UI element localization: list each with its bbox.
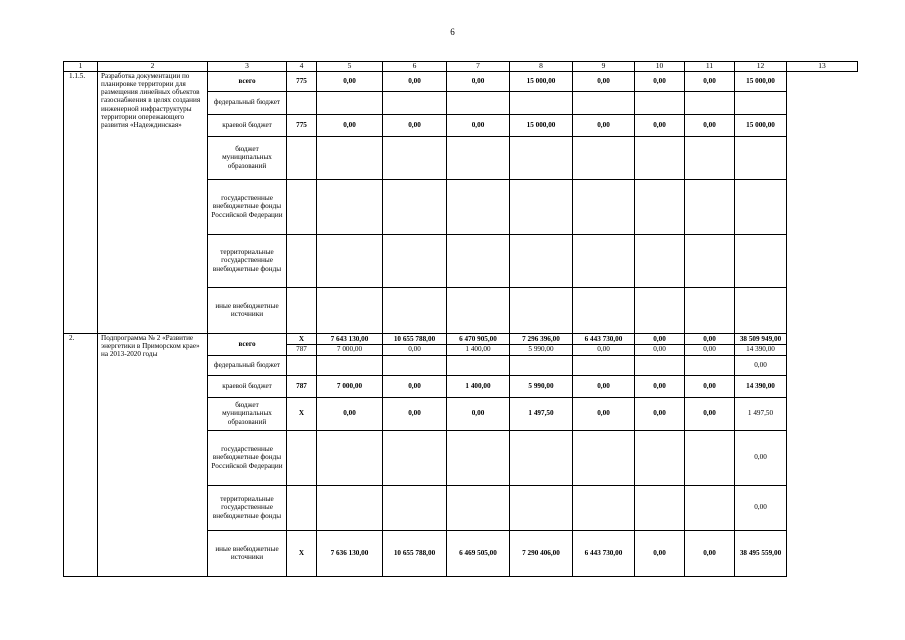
code-cell xyxy=(287,136,317,179)
value-cell: 38 495 559,00 xyxy=(735,530,787,576)
value-cell xyxy=(447,136,510,179)
section-number: 2. xyxy=(64,333,98,576)
value-cell xyxy=(447,430,510,485)
value-total: 0,00 xyxy=(635,335,684,344)
value-cell xyxy=(447,355,510,375)
value-cell: 7 636 130,00 xyxy=(317,530,383,576)
value-cell: 15 000,00 xyxy=(510,114,573,136)
value-cell xyxy=(635,136,685,179)
value-total: 7 643 130,00 xyxy=(317,335,382,344)
funding-source: всего xyxy=(208,333,287,355)
value-sub: 5 990,00 xyxy=(528,344,554,353)
value-cell xyxy=(635,485,685,530)
value-cell xyxy=(383,179,447,234)
value-cell xyxy=(735,136,787,179)
value-cell: 1 400,00 xyxy=(447,375,510,397)
value-cell xyxy=(573,91,635,114)
value-cell xyxy=(510,333,573,355)
column-header-row xyxy=(64,62,858,72)
code-cell xyxy=(287,485,317,530)
value-cell xyxy=(735,179,787,234)
code-total: X xyxy=(287,335,316,344)
value-cell: 0,00 xyxy=(317,397,383,430)
value-total: 6 443 730,00 xyxy=(573,335,634,344)
value-cell xyxy=(735,234,787,287)
column-header: 1 xyxy=(64,62,98,72)
value-cell xyxy=(447,179,510,234)
column-header: 8 xyxy=(510,62,573,72)
value-cell xyxy=(573,355,635,375)
code-cell xyxy=(287,333,317,355)
value-sub: 1 400,00 xyxy=(465,344,491,353)
value-cell: 1 497,50 xyxy=(735,397,787,430)
column-header: 11 xyxy=(685,62,735,72)
funding-source: территориальные государственные внебюджетные фонды xyxy=(208,485,287,530)
value-cell: 15 000,00 xyxy=(735,71,787,91)
value-cell: 7 000,00 xyxy=(317,375,383,397)
value-cell xyxy=(510,234,573,287)
value-cell: 0,00 xyxy=(447,71,510,91)
value-cell xyxy=(383,287,447,333)
value-cell: 0,00 xyxy=(383,397,447,430)
column-header: 3 xyxy=(208,62,287,72)
code-cell xyxy=(287,355,317,375)
value-cell xyxy=(383,430,447,485)
value-cell: 0,00 xyxy=(635,397,685,430)
value-cell: 0,00 xyxy=(383,114,447,136)
value-cell xyxy=(317,136,383,179)
funding-source: бюджет муниципальных образований xyxy=(208,397,287,430)
funding-source: всего xyxy=(208,71,287,91)
value-cell xyxy=(317,234,383,287)
value-cell: 10 655 788,00 xyxy=(383,530,447,576)
value-cell xyxy=(573,136,635,179)
value-cell xyxy=(573,333,635,355)
value-cell xyxy=(383,333,447,355)
value-cell: 0,00 xyxy=(317,114,383,136)
value-cell: 5 990,00 xyxy=(510,375,573,397)
code-cell xyxy=(287,91,317,114)
column-header: 9 xyxy=(573,62,635,72)
funding-source: государственные внебюджетные фонды Российской Федерации xyxy=(208,179,287,234)
value-cell xyxy=(635,287,685,333)
column-header: 12 xyxy=(735,62,787,72)
funding-source: иные внебюджетные источники xyxy=(208,530,287,576)
value-cell xyxy=(383,91,447,114)
value-cell xyxy=(635,91,685,114)
value-cell xyxy=(383,485,447,530)
value-cell: 0,00 xyxy=(685,375,735,397)
value-cell xyxy=(447,234,510,287)
column-header: 4 xyxy=(287,62,317,72)
value-cell: 0,00 xyxy=(383,375,447,397)
code-cell xyxy=(287,430,317,485)
column-header: 6 xyxy=(383,62,447,72)
value-cell xyxy=(317,287,383,333)
value-cell xyxy=(317,91,383,114)
value-sub: 14 390,00 xyxy=(746,344,775,353)
value-cell xyxy=(685,287,735,333)
value-cell xyxy=(510,430,573,485)
value-cell xyxy=(685,430,735,485)
table-row xyxy=(64,71,858,91)
value-cell: 1 497,50 xyxy=(510,397,573,430)
value-cell xyxy=(685,333,735,355)
value-cell xyxy=(510,485,573,530)
value-cell xyxy=(635,355,685,375)
value-cell xyxy=(510,355,573,375)
value-cell xyxy=(447,287,510,333)
value-cell xyxy=(573,430,635,485)
budget-table xyxy=(63,61,858,577)
value-cell xyxy=(510,179,573,234)
value-cell xyxy=(735,91,787,114)
value-sub: 7 000,00 xyxy=(336,344,363,353)
value-cell: 0,00 xyxy=(447,397,510,430)
value-cell: 0,00 xyxy=(635,114,685,136)
code-cell: 787 xyxy=(287,375,317,397)
funding-source: краевой бюджет xyxy=(208,114,287,136)
value-sub: 0,00 xyxy=(653,344,666,353)
value-cell xyxy=(685,485,735,530)
code-cell: X xyxy=(287,397,317,430)
value-cell: 0,00 xyxy=(573,71,635,91)
value-cell xyxy=(685,234,735,287)
code-cell: 775 xyxy=(287,71,317,91)
value-cell: 0,00 xyxy=(317,71,383,91)
value-cell: 15 000,00 xyxy=(735,114,787,136)
value-cell: 0,00 xyxy=(573,397,635,430)
code-cell xyxy=(287,234,317,287)
value-cell: 0,00 xyxy=(735,485,787,530)
value-cell: 0,00 xyxy=(447,114,510,136)
column-header: 7 xyxy=(447,62,510,72)
value-cell: 0,00 xyxy=(685,71,735,91)
value-cell: 0,00 xyxy=(635,375,685,397)
value-cell xyxy=(383,234,447,287)
code-cell: 775 xyxy=(287,114,317,136)
code-cell xyxy=(287,287,317,333)
value-cell: 0,00 xyxy=(685,397,735,430)
value-cell xyxy=(573,287,635,333)
value-cell: 0,00 xyxy=(573,114,635,136)
value-cell: 0,00 xyxy=(735,355,787,375)
page-number: 6 xyxy=(450,27,455,37)
value-cell xyxy=(383,136,447,179)
value-cell: 0,00 xyxy=(685,530,735,576)
funding-source: федеральный бюджет xyxy=(208,91,287,114)
value-cell xyxy=(635,234,685,287)
value-total: 7 296 396,00 xyxy=(510,335,572,344)
table-row xyxy=(64,333,858,355)
column-header: 10 xyxy=(635,62,685,72)
funding-source: федеральный бюджет xyxy=(208,355,287,375)
value-sub: 0,00 xyxy=(597,344,610,353)
value-cell: 0,00 xyxy=(635,71,685,91)
value-cell xyxy=(317,485,383,530)
value-cell: 0,00 xyxy=(635,530,685,576)
value-cell xyxy=(383,355,447,375)
value-cell xyxy=(510,287,573,333)
value-total: 0,00 xyxy=(685,335,734,344)
value-cell xyxy=(635,179,685,234)
value-cell xyxy=(635,333,685,355)
value-cell xyxy=(447,485,510,530)
value-cell xyxy=(317,179,383,234)
funding-source: государственные внебюджетные фонды Российской Федерации xyxy=(208,430,287,485)
code-cell xyxy=(287,179,317,234)
value-cell xyxy=(735,287,787,333)
value-cell xyxy=(317,333,383,355)
value-cell: 6 443 730,00 xyxy=(573,530,635,576)
value-cell xyxy=(573,485,635,530)
value-cell xyxy=(573,179,635,234)
section-name: Подпрограмма № 2 «Развитие энергетики в Приморском крае» на 2013-2020 годы xyxy=(98,333,208,576)
code-sub: 787 xyxy=(296,344,307,353)
value-cell xyxy=(447,333,510,355)
value-cell: 0,00 xyxy=(383,71,447,91)
value-cell xyxy=(685,355,735,375)
value-cell xyxy=(447,91,510,114)
value-cell: 0,00 xyxy=(735,430,787,485)
value-cell xyxy=(510,136,573,179)
value-cell xyxy=(735,333,787,355)
column-header: 13 xyxy=(787,62,858,72)
code-cell: X xyxy=(287,530,317,576)
column-header: 2 xyxy=(98,62,208,72)
value-cell: 6 469 505,00 xyxy=(447,530,510,576)
value-cell: 0,00 xyxy=(573,375,635,397)
value-cell: 14 390,00 xyxy=(735,375,787,397)
value-total: 10 655 788,00 xyxy=(383,335,446,344)
value-cell xyxy=(685,179,735,234)
value-sub: 0,00 xyxy=(703,344,716,353)
value-cell xyxy=(685,136,735,179)
column-header: 5 xyxy=(317,62,383,72)
value-cell: 0,00 xyxy=(685,114,735,136)
value-cell: 15 000,00 xyxy=(510,71,573,91)
value-cell xyxy=(317,430,383,485)
value-cell xyxy=(317,355,383,375)
funding-source: краевой бюджет xyxy=(208,375,287,397)
value-total: 38 509 949,00 xyxy=(735,335,786,344)
funding-source: бюджет муниципальных образований xyxy=(208,136,287,179)
value-total: 6 470 905,00 xyxy=(447,335,509,344)
value-cell: 7 290 406,00 xyxy=(510,530,573,576)
section-number: 1.1.5. xyxy=(64,71,98,333)
value-cell xyxy=(685,91,735,114)
value-cell xyxy=(635,430,685,485)
funding-source: территориальные государственные внебюджетные фонды xyxy=(208,234,287,287)
funding-source: иные внебюджетные источники xyxy=(208,287,287,333)
value-cell xyxy=(510,91,573,114)
value-sub: 0,00 xyxy=(408,344,421,353)
section-name: Разработка документации по планировке территории для размещения линейных объектов газоснабжения в целях создания инженерной инфраструктуры территории опережающего развития «Надеждинская» xyxy=(98,71,208,333)
value-cell xyxy=(573,234,635,287)
